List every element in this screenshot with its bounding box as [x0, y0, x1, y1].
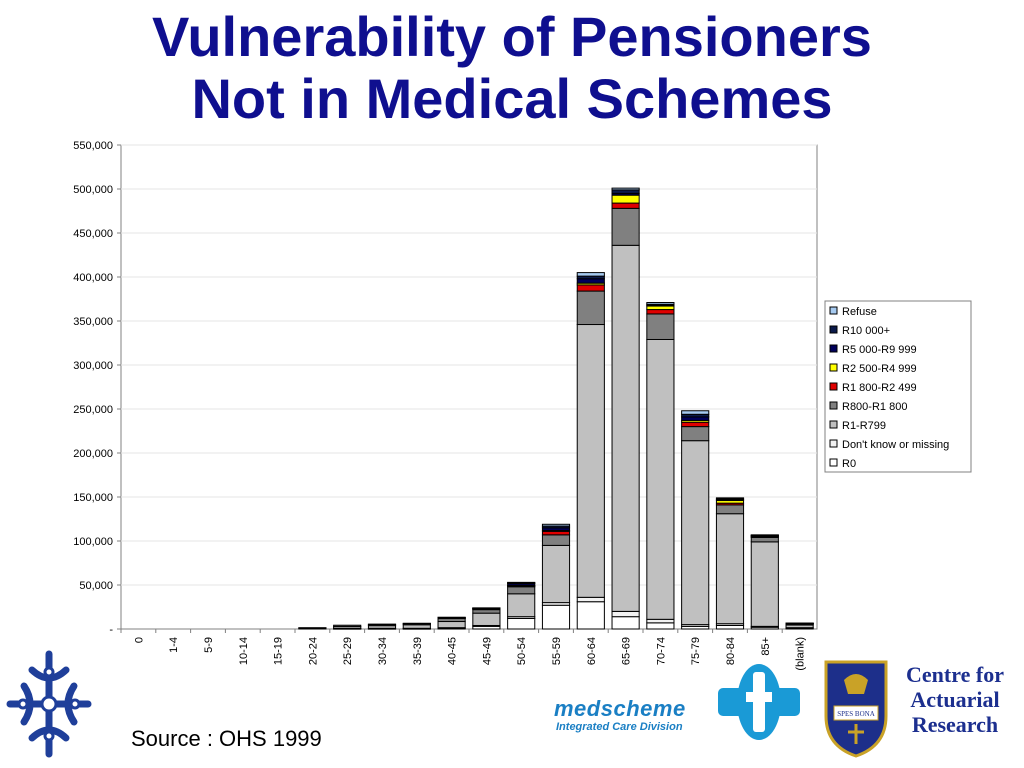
bar-segment — [647, 303, 674, 305]
bar-segment — [612, 208, 639, 245]
bar-segment — [716, 514, 743, 624]
bar-segment — [542, 545, 569, 602]
bar-segment — [577, 279, 604, 283]
slide-title-line-2: Not in Medical Schemes — [191, 67, 833, 130]
bar-segment — [542, 531, 569, 535]
car-logo-line-1: Centre for — [906, 662, 1004, 687]
y-tick-label: 250,000 — [73, 404, 113, 416]
legend-swatch — [830, 364, 837, 371]
y-tick-label: 450,000 — [73, 228, 113, 240]
bar-segment — [751, 537, 778, 541]
bar-segment — [508, 618, 535, 629]
university-crest-logo — [822, 658, 890, 758]
bar-segment — [682, 422, 709, 426]
x-tick-label: 75-79 — [690, 637, 703, 666]
bar-segment — [612, 195, 639, 203]
bar-segment — [473, 608, 500, 609]
x-tick-label: 50-54 — [516, 637, 529, 666]
bar-segment — [403, 625, 430, 629]
bar-segment — [751, 542, 778, 626]
crest-banner-text: SPES BONA — [837, 710, 875, 718]
bar-segment — [751, 535, 778, 536]
x-tick-label: (blank) — [794, 637, 807, 671]
x-tick-label: 10-14 — [237, 637, 250, 666]
bar-segment — [612, 188, 639, 190]
bar-segment — [577, 325, 604, 598]
source-note: Source : OHS 1999 — [131, 726, 322, 751]
y-tick-label: 550,000 — [73, 140, 113, 152]
legend-label: R1-R799 — [842, 420, 887, 432]
legend-label: R5 000-R9 999 — [842, 344, 917, 356]
legend-swatch — [830, 440, 837, 447]
x-tick-label: 15-19 — [272, 637, 285, 666]
x-tick-label: 35-39 — [411, 637, 424, 666]
medscheme-emblem-logo — [716, 662, 802, 742]
x-tick-label: 0 — [133, 637, 146, 644]
y-tick-label: 50,000 — [79, 580, 113, 592]
bar-segment — [508, 587, 535, 594]
legend-swatch — [830, 326, 837, 333]
medscheme-division-text: Integrated Care Division — [556, 721, 683, 733]
x-tick-label: 70-74 — [655, 637, 668, 666]
x-tick-label: 40-45 — [446, 637, 459, 666]
x-tick-label: 85+ — [759, 637, 772, 656]
car-logo-line-3: Research — [911, 712, 999, 737]
bar-segment — [647, 619, 674, 623]
y-tick-label: 200,000 — [73, 448, 113, 460]
bar-segment — [577, 291, 604, 324]
slide-title-line-1: Vulnerability of Pensioners — [152, 5, 872, 68]
bar-segment — [716, 498, 743, 499]
legend-label: Don't know or missing — [842, 439, 950, 451]
bar-segment — [682, 427, 709, 441]
legend-swatch — [830, 345, 837, 352]
medscheme-logo-text: medscheme — [554, 696, 686, 721]
bar-segment — [647, 310, 674, 314]
bar-segment — [612, 190, 639, 194]
bar-segment — [577, 285, 604, 291]
bar-segment — [577, 273, 604, 277]
bar-segment — [299, 628, 326, 629]
y-tick-label: 150,000 — [73, 492, 113, 504]
bar-segment — [473, 613, 500, 625]
bar-segment — [612, 203, 639, 208]
bar-segment — [438, 622, 465, 628]
x-tick-label: 55-59 — [551, 637, 563, 666]
y-tick-label: 350,000 — [73, 316, 113, 328]
bar-segment — [682, 411, 709, 415]
bar-segment — [682, 441, 709, 625]
bar-segment — [542, 605, 569, 629]
bar-segment — [647, 314, 674, 340]
bar-segment — [508, 582, 535, 583]
bar-segment — [647, 306, 674, 310]
x-tick-label: 65-69 — [620, 637, 633, 666]
bar-segment — [612, 245, 639, 611]
legend-swatch — [830, 307, 837, 314]
bar-segment — [542, 524, 569, 526]
bar-segment — [647, 623, 674, 629]
y-tick-label: 300,000 — [73, 360, 113, 372]
bar-segment — [612, 611, 639, 616]
cross-emblem-logo — [6, 648, 92, 760]
x-tick-label: 25-29 — [342, 637, 355, 666]
bar-segment — [612, 617, 639, 629]
y-tick-label: 400,000 — [73, 272, 113, 284]
legend-swatch — [830, 459, 837, 466]
plot-area — [121, 145, 817, 629]
legend-label: R10 000+ — [842, 325, 891, 337]
bar-segment — [438, 617, 465, 618]
bar-segment — [542, 535, 569, 546]
legend-label: Refuse — [842, 306, 877, 318]
bar-segment — [716, 505, 743, 514]
bar-segment — [647, 339, 674, 619]
legend-swatch — [830, 383, 837, 390]
x-tick-label: 5-9 — [203, 637, 215, 653]
x-tick-label: 45-49 — [481, 637, 494, 666]
bar-segment — [334, 625, 361, 626]
bar-segment — [786, 623, 813, 624]
bar-segment — [508, 594, 535, 617]
legend-swatch — [830, 421, 837, 428]
car-logo-line-2: Actuarial — [910, 687, 1000, 712]
x-tick-label: 80-84 — [725, 637, 737, 666]
bar-segment — [716, 625, 743, 629]
x-tick-label: 60-64 — [585, 637, 598, 666]
bar-segment — [368, 624, 395, 625]
legend-label: R1 800-R2 499 — [842, 382, 917, 394]
y-tick-label: 100,000 — [73, 536, 113, 548]
bar-segment — [577, 597, 604, 601]
bar-segment — [473, 610, 500, 614]
bar-segment — [403, 623, 430, 624]
x-tick-label: 20-24 — [307, 637, 320, 666]
x-tick-label: 30-34 — [377, 637, 389, 666]
legend-swatch — [830, 402, 837, 409]
y-tick-label: - — [109, 624, 113, 636]
bar-segment — [682, 417, 709, 421]
x-tick-label: 1-4 — [168, 637, 181, 653]
legend-label: R2 500-R4 999 — [842, 363, 917, 375]
y-tick-label: 500,000 — [73, 184, 113, 196]
bar-segment — [577, 602, 604, 629]
legend-label: R0 — [842, 458, 857, 470]
legend-label: R800-R1 800 — [842, 401, 908, 413]
